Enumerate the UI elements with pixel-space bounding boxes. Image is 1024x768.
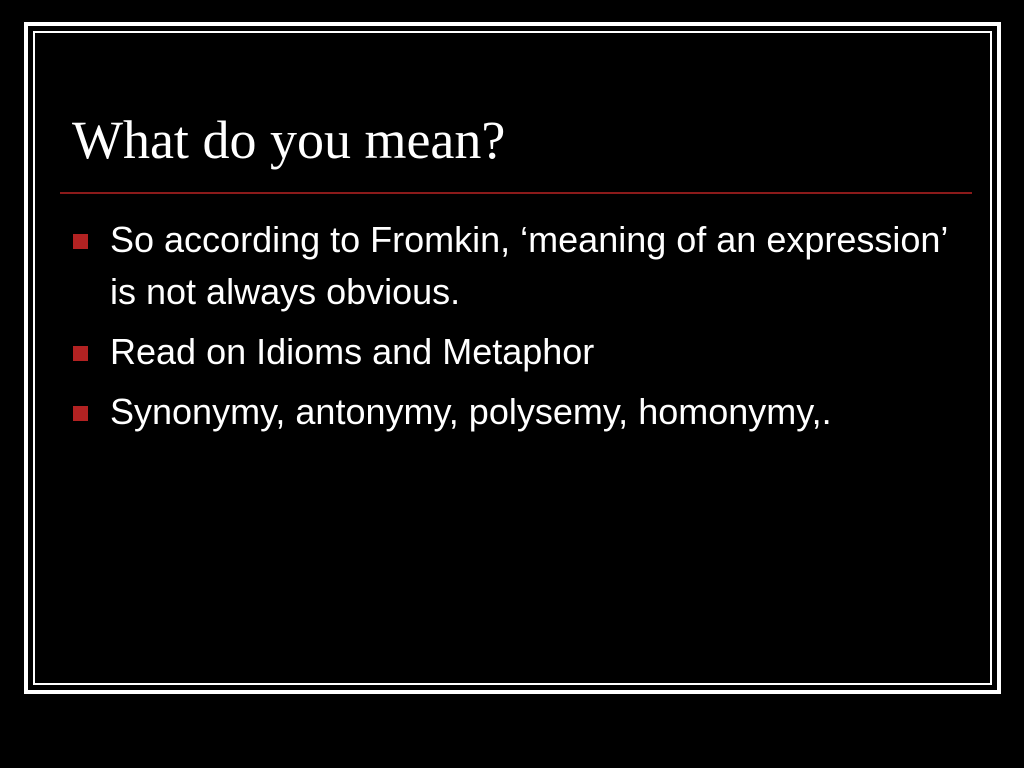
square-bullet-icon: [73, 406, 88, 421]
bullet-text: Synonymy, antonymy, polysemy, homonymy,.: [110, 391, 832, 432]
bullet-item: [72, 326, 952, 378]
bullet-text: Read on Idioms and Metaphor: [110, 331, 595, 372]
bullet-list: [72, 214, 952, 446]
slide-title: What do you mean?: [72, 110, 506, 170]
square-bullet-icon: [73, 234, 88, 249]
bullet-item: [72, 386, 952, 438]
bullet-text: So according to Fromkin, ‘meaning of an expression’ is not always obvious.: [110, 219, 948, 312]
bullet-item: [72, 214, 952, 318]
title-divider: [60, 192, 972, 194]
square-bullet-icon: [73, 346, 88, 361]
